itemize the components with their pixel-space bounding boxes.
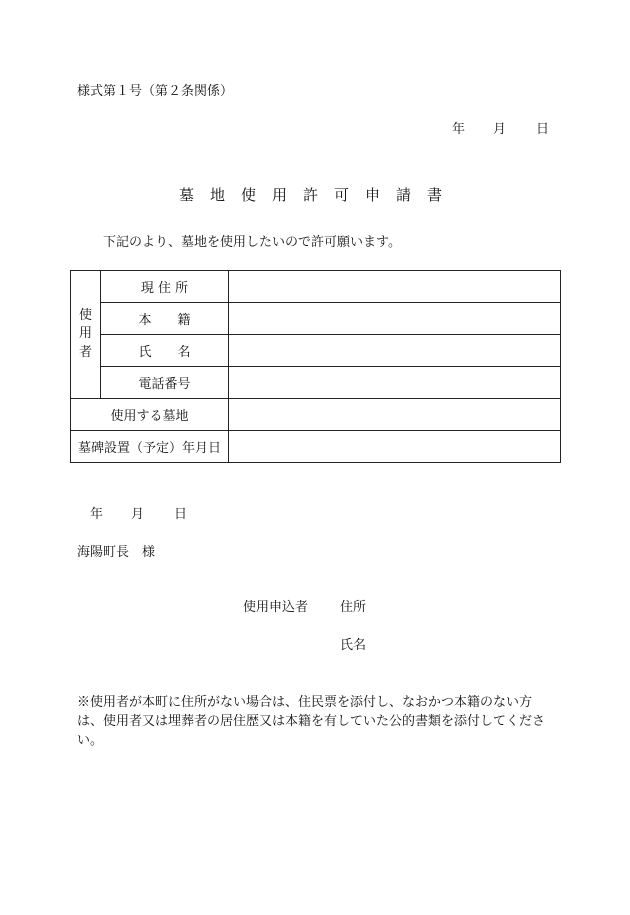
table-row [71,431,561,463]
domicile-label: 本 籍 [101,303,229,335]
applicant-address-label: 住所 [340,600,367,615]
date-day-label: 日 [536,122,550,137]
date-day-label: 日 [174,507,188,522]
address-label: 現 住 所 [101,271,229,303]
name-label: 氏 名 [101,335,229,367]
monument-date-label: 墓碑設置（予定）年月日 [71,431,229,463]
phone-label: 電話番号 [101,367,229,399]
table-row [71,303,561,335]
intro-text: 下記のより、墓地を使用したいので許可願います。 [103,235,401,250]
application-table [70,270,561,463]
domicile-field[interactable] [229,303,561,335]
user-group-text: 使用者 [78,308,92,360]
date-month-label: 月 [493,122,507,137]
date-year-label: 年 [90,507,104,522]
table-row [71,367,561,399]
table-row [71,271,561,303]
document-title: 墓地使用許可申請書 [179,186,459,204]
name-field[interactable] [229,335,561,367]
table-row [71,399,561,431]
user-group-label [71,271,101,399]
address-field[interactable] [229,271,561,303]
addressee: 海陽町長 様 [77,545,156,560]
date-month-label: 月 [131,507,145,522]
monument-date-field[interactable] [229,431,561,463]
phone-field[interactable] [229,367,561,399]
attachment-note: ※使用者が本町に住所がない場合は、住民票を添付し、なおかつ本籍のない方は、使用者又は埋葬者の居住歴又は本籍を有していた公的書類を添付してください。 [77,695,546,748]
date-year-label: 年 [452,122,466,137]
applicant-name-label: 氏名 [340,638,367,653]
grave-field[interactable] [229,399,561,431]
form-number: 様式第１号（第２条関係） [77,84,234,99]
grave-label: 使用する墓地 [71,399,229,431]
applicant-label: 使用申込者 [243,600,309,615]
table-row [71,335,561,367]
